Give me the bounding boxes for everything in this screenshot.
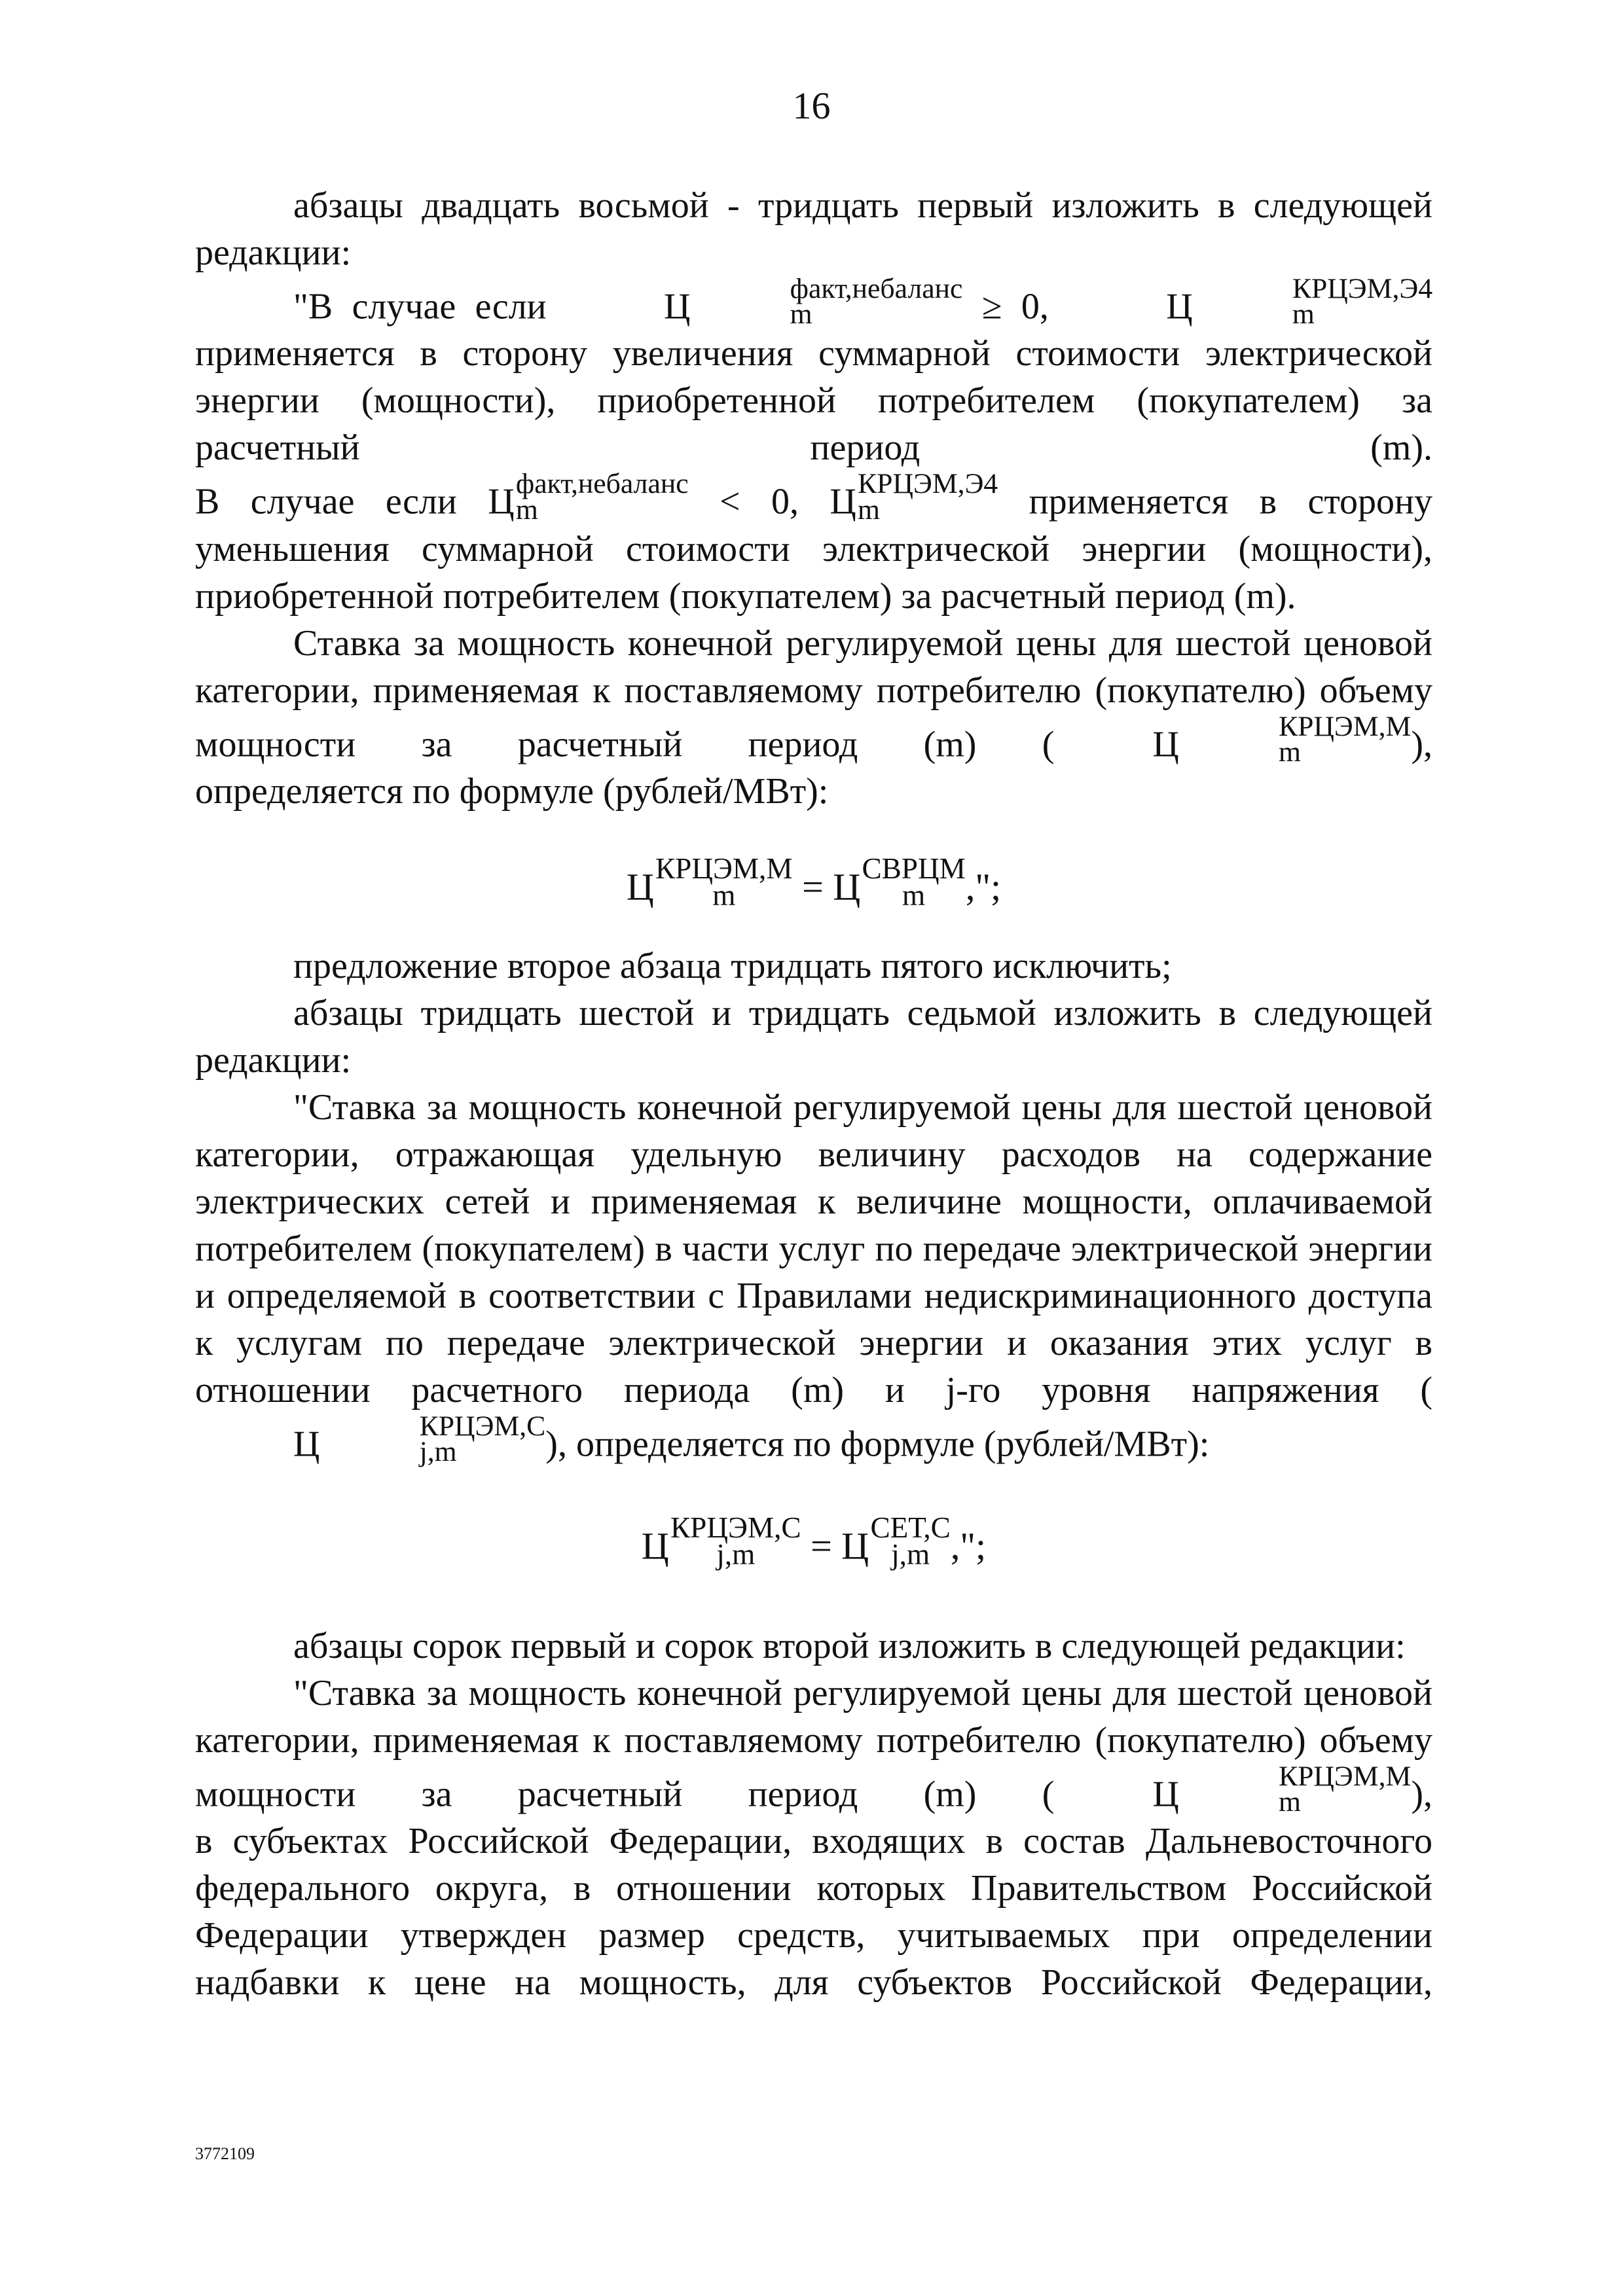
formula1-rhs: Ц СВРЦМ m — [833, 852, 966, 912]
p7-text-b: ), определяется по формуле (рублей/МВт): — [545, 1424, 1210, 1465]
formula-1 — [195, 852, 1432, 912]
paragraph-7 — [195, 1084, 1432, 1467]
paragraph-9-cont: в субъектах Российской Федерации, входящих в состав Дальневосточного федерального округа, в отношении которых Правительством Российской Федерации утвержден размер средств, учитываемых при определении надбавки к цене на мощность, для субъектов Российской Федерации, — [195, 1821, 1432, 2003]
paragraph-8: абзацы сорок первый и сорок второй изложить в следующей редакции: — [293, 1625, 1406, 1666]
p2-text-c: применяется в сторону увеличения суммарной стоимости электрической энергии (мощности), приобретенной потребителем (покупателем) за расчетный период (m). — [195, 333, 1432, 469]
price-symbol-krcem-e4: Ц КРЦЭМ,Э4 m — [1166, 273, 1433, 331]
formula1-end: ,"; — [965, 865, 1002, 908]
p7-text-a: "Ставка за мощность конечной регулируемой цены для шестой ценовой категории, отражающая удельную величину расходов на содержание электрических сетей и применяемая к величине мощности, оплачиваемой потребителем (покупателем) в части услуг по передаче электрической энергии и определяемой в соответствии с Правилами недискриминационного доступа к услугам по передаче электрической энергии и оказания этих услуг в отношении расчетного периода (m) и j-го уровня напряжения ( — [195, 1086, 1432, 1410]
document-id: 3772109 — [195, 2144, 255, 2163]
formula2-rhs: Ц СЕТ,С j,m — [841, 1511, 951, 1571]
paragraph-9 — [195, 1670, 1432, 1818]
paragraph-4-cont: определяется по формуле (рублей/МВт): — [195, 771, 829, 812]
p9-text-a: "Ставка за мощность конечной регулируемой цены для шестой ценовой категории, применяемая к поставляемому потребителю (покупателю) объему мощности за расчетный период (m) ( — [195, 1672, 1432, 1815]
page-number: 16 — [792, 84, 831, 127]
paragraph-3 — [195, 468, 1433, 619]
p2-text-a: "В случае если — [293, 286, 547, 327]
paragraph-4 — [195, 620, 1432, 768]
p4-text-b: ), — [1411, 724, 1432, 765]
paragraph-2 — [195, 273, 1433, 471]
price-symbol-fakt: Ц факт,небаланс m — [664, 273, 963, 331]
formula2-end: ,"; — [950, 1524, 987, 1568]
formula2-lhs: Ц КРЦЭМ,С j,m — [641, 1511, 801, 1571]
p2-text-b: ≥ 0, — [981, 286, 1049, 327]
paragraph-1: абзацы двадцать восьмой - тридцать первый изложить в следующей редакции: — [195, 185, 1432, 273]
price-symbol-krcem-m-2: Ц КРЦЭМ,М m — [1152, 1760, 1412, 1818]
paragraph-6: абзацы тридцать шестой и тридцать седьмой изложить в следующей редакции: — [195, 992, 1432, 1081]
p4-text-a: Ставка за мощность конечной регулируемой цены для шестой ценовой категории, применяемая к поставляемому потребителю (покупателю) объему мощности за расчетный период (m) ( — [195, 622, 1432, 765]
price-symbol-krcem-c: Ц КРЦЭМ,С j,m — [293, 1410, 546, 1468]
p3-text-a: В случае если — [195, 481, 457, 522]
formula1-equals: = — [802, 865, 824, 908]
formula1-lhs: Ц КРЦЭМ,М m — [626, 852, 793, 912]
paragraph-5: предложение второе абзаца тридцать пятого исключить; — [293, 945, 1172, 986]
p9-text-b: ), — [1411, 1774, 1432, 1815]
price-symbol-krcem-m: Ц КРЦЭМ,М m — [1152, 710, 1412, 768]
document-body — [195, 182, 1432, 2006]
price-symbol-krcem-e4-2: Ц КРЦЭМ,Э4 m — [830, 468, 998, 526]
p3-text-b: < 0, — [720, 481, 799, 522]
formula-2 — [195, 1511, 1432, 1571]
p3-text-c: применяется в сторону уменьшения суммарной стоимости электрической энергии (мощности), приобретенной потребителем (покупателем) за расчетный период (m). — [195, 481, 1433, 617]
formula2-equals: = — [811, 1524, 832, 1568]
price-symbol-fakt-2: Ц факт,небаланс m — [488, 468, 689, 526]
